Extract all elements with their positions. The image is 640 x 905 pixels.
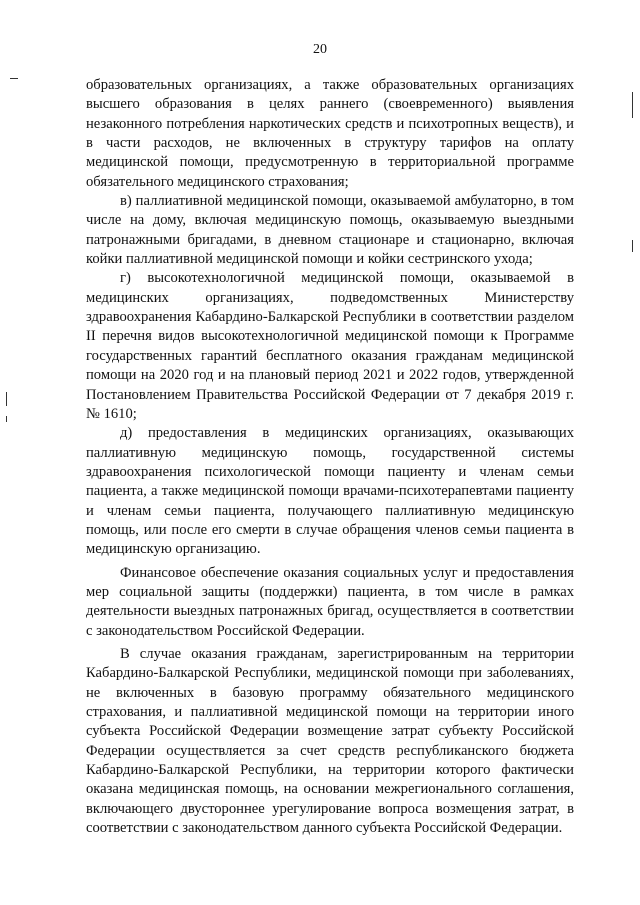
- paragraph-item-v: в) паллиативной медицинской помощи, оказываемой амбулаторно, в том числе на дому, включая медицинскую помощь, оказываемую выездными патронажными бригадами, в дневном стационаре и стационарно, включая койки паллиативной медицинской помощи и койки сестринского ухода;: [86, 193, 574, 268]
- scan-artifact-right-edge: [632, 92, 633, 118]
- scan-artifact-right-edge-2: [632, 240, 633, 252]
- paragraph-item-g: г) высокотехнологичной медицинской помощи, оказываемой в медицинских организациях, подведомственных Министерству здравоохранения Кабардино-Балкарской Республики в соответствии разделом II перечня видов высокотехнологичной медицинской помощи к Программе государственных гарантий бесплатного оказания гражданам медицинской помощи на 2020 год и на плановый период 2021 и 2022 годов, утвержденной Постановлением Правительства Российской Федерации от 7 декабря 2019 г. № 1610;: [86, 270, 574, 422]
- document-body: [86, 76, 574, 838]
- scan-artifact-left-low: [6, 416, 7, 422]
- paragraph-reimbursement: В случае оказания гражданам, зарегистрированным на территории Кабардино-Балкарской Республики, медицинской помощи при заболеваниях, не включенных в базовую программу обязательного медицинского страхования, и паллиативной медицинской помощи на территории иного субъекта Российской Федерации возмещение затрат субъекту Российской Федерации осуществляется за счет средств республиканского бюджета Кабардино-Балкарской Республики, на территории которого фактически оказана медицинская помощь, на основании межрегионального соглашения, включающего двустороннее урегулирование вопроса возмещения затрат, в соответствии с законодательством данного субъекта Российской Федерации.: [86, 645, 574, 837]
- paragraph-item-d: д) предоставления в медицинских организациях, оказывающих паллиативную медицинскую помощь, государственной системы здравоохранения психологической помощи пациенту и членам семьи пациента, а также медицинской помощи врачами-психотерапевтами пациенту и членам семьи пациента, получающего паллиативную медицинскую помощь, или после его смерти в случае обращения членов семьи пациента в медицинскую организацию.: [86, 425, 574, 558]
- paragraph-continuation: образовательных организациях, а также образовательных организациях высшего образования в целях раннего (своевременного) выявления незаконного потребления наркотических средств и психотропных веществ), и в части расходов, не включенных в структуру тарифов на оплату медицинской помощи, предусмотренную в территориальной программе обязательного медицинского страхования;: [86, 77, 574, 190]
- scan-artifact-left-top: [10, 78, 18, 79]
- page-number: 20: [313, 42, 327, 57]
- paragraph-financing: Финансовое обеспечение оказания социальных услуг и предоставления мер социальной защиты (поддержки) пациента, в том числе в рамках деятельности выездных патронажных бригад, осуществляется в соответствии с законодательством Российской Федерации.: [86, 564, 574, 639]
- scan-artifact-left-mid: [6, 392, 7, 406]
